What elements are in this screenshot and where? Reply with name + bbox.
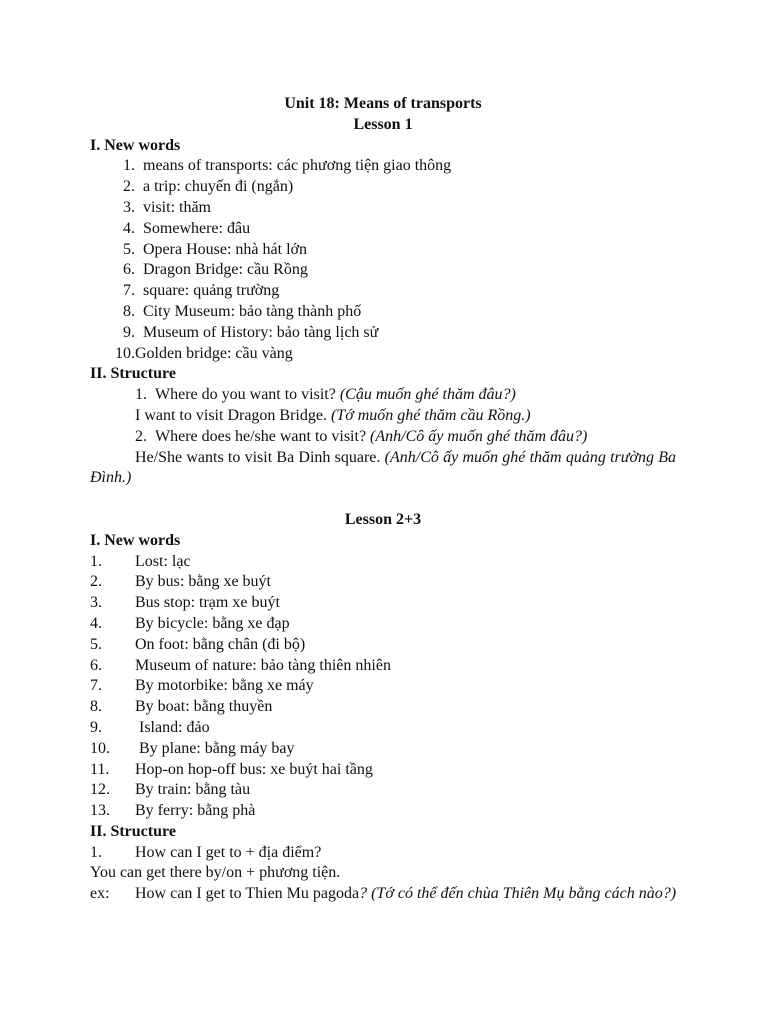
lesson23-word-list bbox=[90, 552, 676, 822]
list-item: 6. Dragon Bridge: cầu Rồng bbox=[123, 261, 308, 279]
list-item: 4. By bicycle: bằng xe đạp bbox=[90, 614, 290, 632]
list-item: 1. Lost: lạc bbox=[90, 552, 191, 570]
document-page bbox=[90, 94, 676, 905]
lesson1-structure bbox=[90, 385, 676, 489]
list-item: 1. means of transports: các phương tiện giao thông bbox=[123, 157, 452, 175]
list-item: 5. On foot: bằng chân (đi bộ) bbox=[90, 635, 306, 653]
list-item: 10.Golden bridge: cầu vàng bbox=[115, 344, 293, 362]
lesson23-title: Lesson 2+3 bbox=[344, 510, 422, 528]
structure-question: 1. How can I get to + địa điểm? bbox=[90, 843, 322, 861]
list-item: 4. Somewhere: đâu bbox=[123, 219, 251, 237]
list-item: 10. By plane: bằng máy bay bbox=[90, 739, 295, 757]
structure-question: 2. Where does he/she want to visit? (Anh/Cô ấy muốn ghé thăm đâu?) bbox=[135, 427, 588, 445]
list-item: 8. City Museum: bảo tàng thành phố bbox=[123, 302, 362, 320]
list-item: 6. Museum of nature: bảo tàng thiên nhiên bbox=[90, 656, 391, 674]
list-item: 2. By bus: bằng xe buýt bbox=[90, 573, 271, 591]
spacer bbox=[90, 489, 676, 510]
lesson1-new-words-heading: I. New words bbox=[90, 136, 181, 154]
lesson1-title: Lesson 1 bbox=[353, 115, 413, 133]
list-item: 11. Hop-on hop-off bus: xe buýt hai tầng bbox=[90, 760, 373, 778]
lesson23-structure-heading: II. Structure bbox=[90, 822, 176, 840]
list-item: 7. square: quảng trường bbox=[123, 282, 280, 300]
lesson23-structure bbox=[90, 843, 676, 905]
list-item: 7. By motorbike: bằng xe máy bbox=[90, 677, 314, 695]
list-item: 2. a trip: chuyến đi (ngắn) bbox=[123, 178, 294, 196]
list-item: 12. By train: bằng tàu bbox=[90, 781, 251, 799]
list-item: 8. By boat: bằng thuyền bbox=[90, 698, 273, 716]
structure-answer: He/She wants to visit Ba Dinh square. (Anh/Cô ấy muốn ghé thăm quảng trường Ba Đình.) bbox=[90, 448, 677, 487]
lesson1-structure-heading: II. Structure bbox=[90, 365, 176, 383]
list-item: 3. visit: thăm bbox=[123, 198, 211, 216]
lesson1-word-list bbox=[90, 156, 676, 364]
structure-answer: I want to visit Dragon Bridge. (Tớ muốn ghé thăm cầu Rồng.) bbox=[135, 406, 531, 424]
list-item: 9. Museum of History: bảo tàng lịch sử bbox=[123, 323, 379, 341]
list-item: 9. Island: đảo bbox=[90, 718, 210, 736]
list-item: 13. By ferry: bằng phà bbox=[90, 802, 256, 820]
list-item: 5. Opera House: nhà hát lớn bbox=[123, 240, 307, 258]
structure-answer: You can get there by/on + phương tiện. bbox=[90, 864, 341, 882]
structure-question: 1. Where do you want to visit? (Cậu muốn ghé thăm đâu?) bbox=[135, 386, 516, 404]
list-item: 3. Bus stop: trạm xe buýt bbox=[90, 594, 280, 612]
structure-example: ex: How can I get to Thien Mu pagoda? (Tớ có thể đến chùa Thiên Mụ bằng cách nào?) bbox=[90, 885, 677, 903]
lesson23-new-words-heading: I. New words bbox=[90, 531, 181, 549]
unit-title: Unit 18: Means of transports bbox=[284, 95, 482, 112]
